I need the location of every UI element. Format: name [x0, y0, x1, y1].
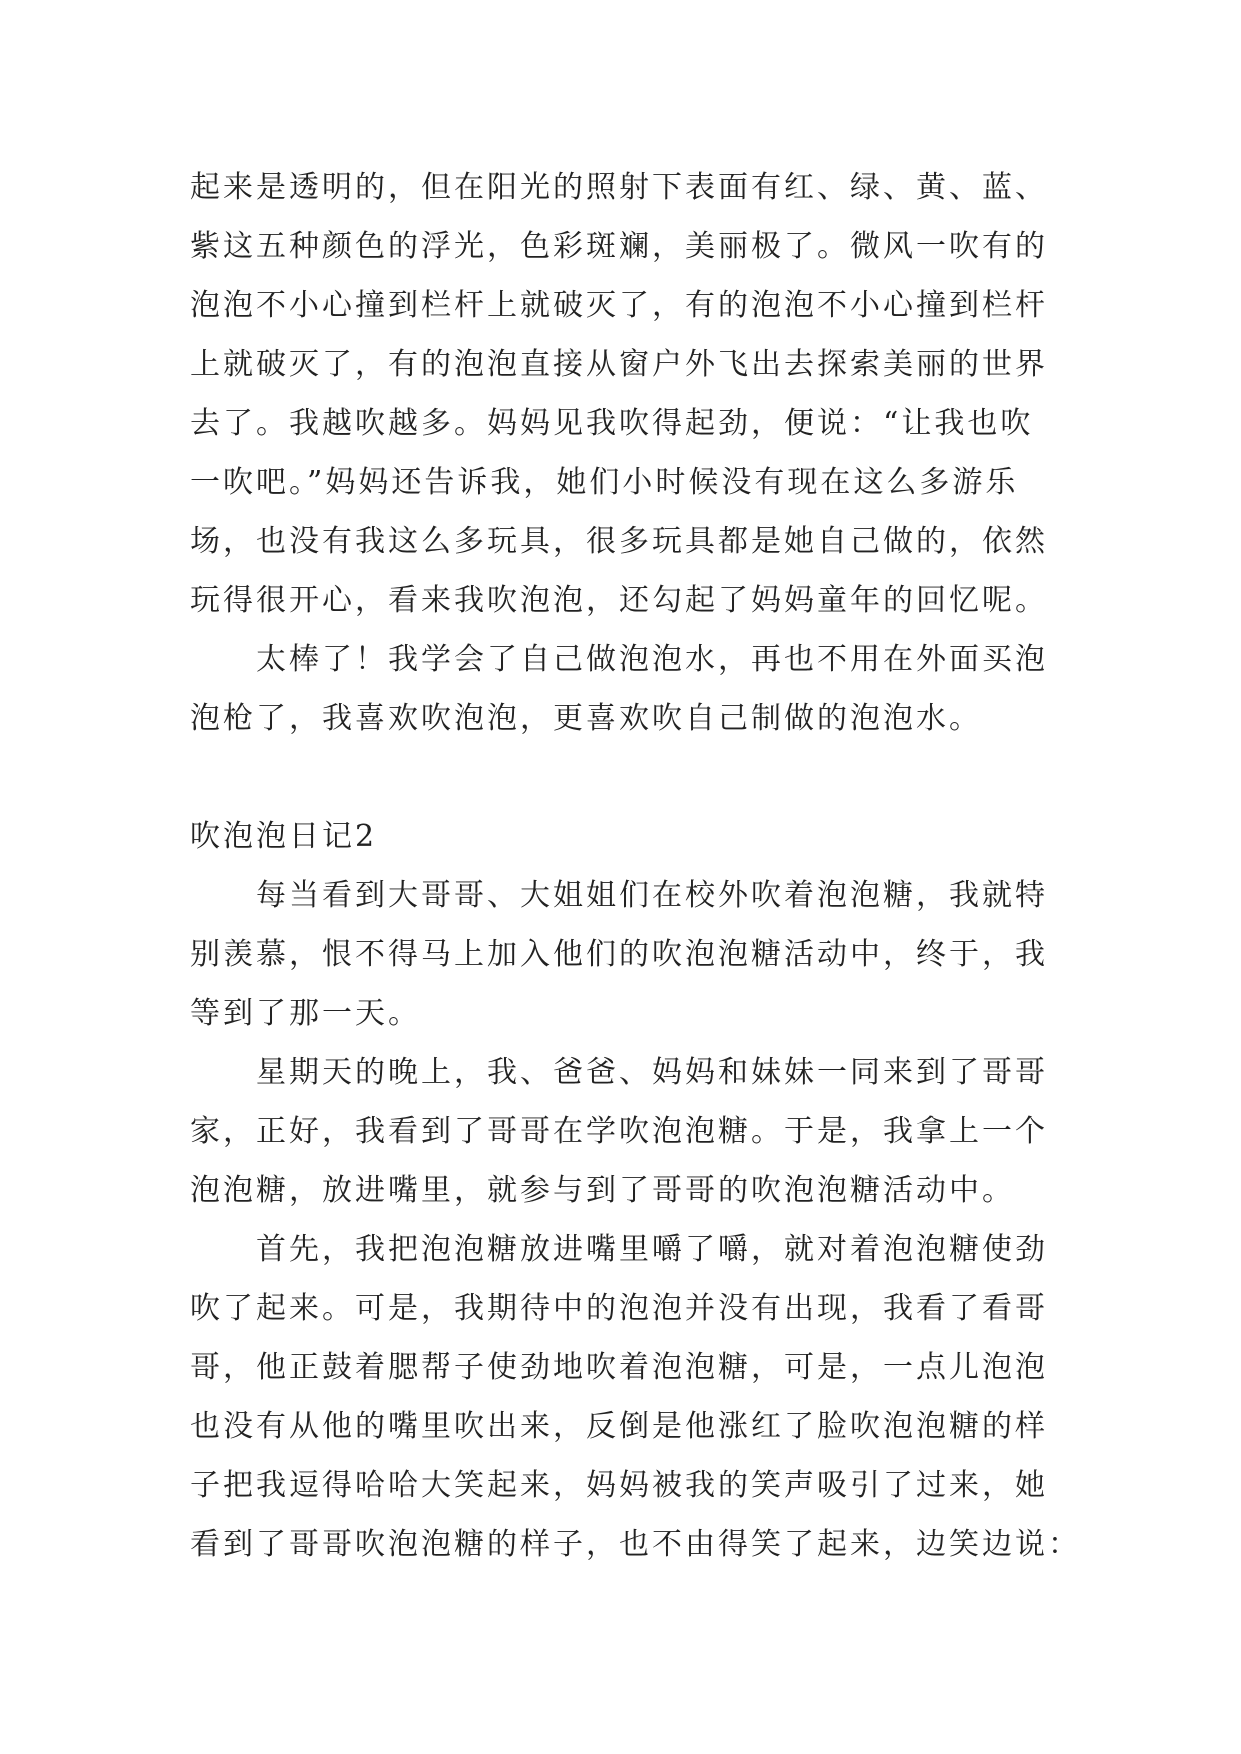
paragraph-line: 等到了那一天。	[190, 996, 421, 1031]
paragraph-line: 也没有从他的嘴里吹出来，反倒是他涨红了脸吹泡泡糖的样	[190, 1409, 1048, 1444]
document-body	[190, 158, 1081, 1574]
paragraph-line: 泡枪了，我喜欢吹泡泡，更喜欢吹自己制做的泡泡水。	[190, 701, 982, 736]
paragraph-line: 看到了哥哥吹泡泡糖的样子，也不由得笑了起来，边笑边说：	[190, 1527, 1081, 1562]
paragraph-line: 泡泡糖，放进嘴里，就参与到了哥哥的吹泡泡糖活动中。	[190, 1173, 1015, 1208]
section-gap	[190, 748, 1070, 807]
paragraph-line: 哥，他正鼓着腮帮子使劲地吹着泡泡糖，可是，一点儿泡泡	[190, 1350, 1048, 1385]
paragraph-line: 上就破灭了，有的泡泡直接从窗户外飞出去探索美丽的世界	[190, 347, 1048, 382]
paragraph-line: 星期天的晚上，我、爸爸、妈妈和妹妹一同来到了哥哥	[256, 1055, 1048, 1090]
paragraph-line: 起来是透明的，但在阳光的照射下表面有红、绿、黄、蓝、	[190, 170, 1048, 205]
paragraph-line: 吹了起来。可是，我期待中的泡泡并没有出现，我看了看哥	[190, 1291, 1048, 1326]
paragraph-line: 太棒了！我学会了自己做泡泡水，再也不用在外面买泡	[256, 642, 1048, 677]
section-title: 吹泡泡日记2	[190, 819, 378, 854]
paragraph-line: 玩得很开心，看来我吹泡泡，还勾起了妈妈童年的回忆呢。	[190, 583, 1048, 618]
paragraph-line: 别羡慕，恨不得马上加入他们的吹泡泡糖活动中，终于，我	[190, 937, 1048, 972]
paragraph-line: 去了。我越吹越多。妈妈见我吹得起劲，便说：“让我也吹	[190, 406, 1034, 441]
paragraph-line: 泡泡不小心撞到栏杆上就破灭了，有的泡泡不小心撞到栏杆	[190, 288, 1048, 323]
paragraph-line: 一吹吧。”妈妈还告诉我，她们小时候没有现在这么多游乐	[190, 465, 1019, 500]
paragraph-line: 每当看到大哥哥、大姐姐们在校外吹着泡泡糖，我就特	[256, 878, 1048, 913]
paragraph-line: 首先，我把泡泡糖放进嘴里嚼了嚼，就对着泡泡糖使劲	[256, 1232, 1048, 1267]
paragraph-line: 场，也没有我这么多玩具，很多玩具都是她自己做的，依然	[190, 524, 1048, 559]
paragraph-line: 紫这五种颜色的浮光，色彩斑斓，美丽极了。微风一吹有的	[190, 229, 1048, 264]
paragraph-line: 家，正好，我看到了哥哥在学吹泡泡糖。于是，我拿上一个	[190, 1114, 1048, 1149]
paragraph-line: 子把我逗得哈哈大笑起来，妈妈被我的笑声吸引了过来，她	[190, 1468, 1048, 1503]
